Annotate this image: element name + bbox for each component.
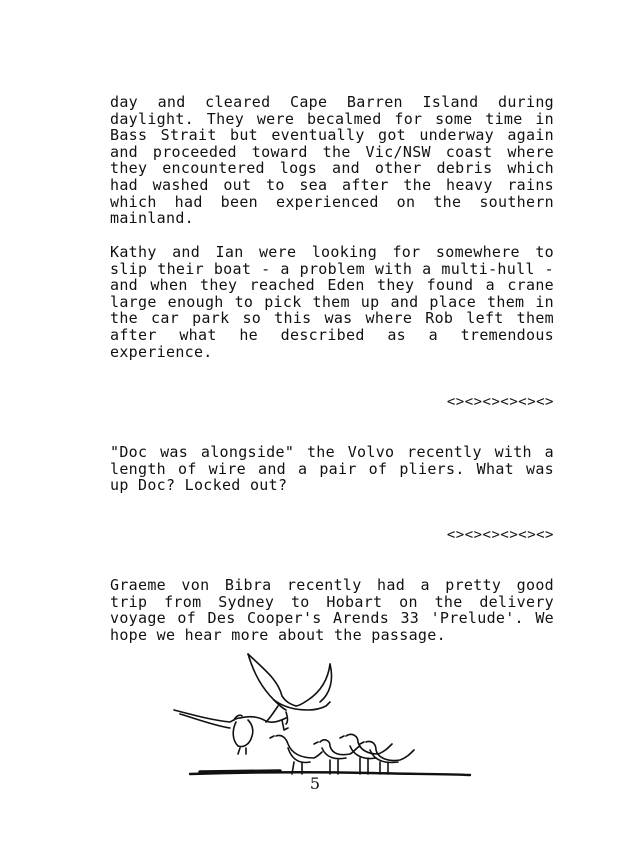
page-number: 5 [309,774,321,793]
paragraph-voyage: day and cleared Cape Barren Island during daylight. They were becalmed for some time in Bass Strait but eventually got underway again and proceeded toward the Vic/NSW coast where they encountered logs and other debris which had washed out to sea after the heavy rains which had been experienced on the southern mainland. [110,93,554,228]
paragraph-graeme: Graeme von Bibra recently had a pretty good trip from Sydney to Hobart on the delivery voyage of Des Cooper's Arends 33 'Prelude'. We hope we hear more about the passage. [110,576,554,644]
standing-gull-icon [314,740,360,774]
section-separator: <><><><><><> [446,394,554,410]
spread-wing-gull-icon [174,710,286,754]
seagulls-illustration [170,650,480,790]
standing-gull-icon [270,735,322,774]
paragraph-eden: Kathy and Ian were looking for somewhere to slip their boat - a problem with a multi-hull - and when they reached Eden they found a crane large enough to pick them up and place them in the car park so this was where Rob left them after what he described as a tremendous experience. [110,243,554,361]
paragraph-doc: "Doc was alongside" the Volvo recently with a length of wire and a pair of pliers. What was up Doc? Locked out? [110,443,554,495]
section-separator: <><><><><><> [446,527,554,543]
